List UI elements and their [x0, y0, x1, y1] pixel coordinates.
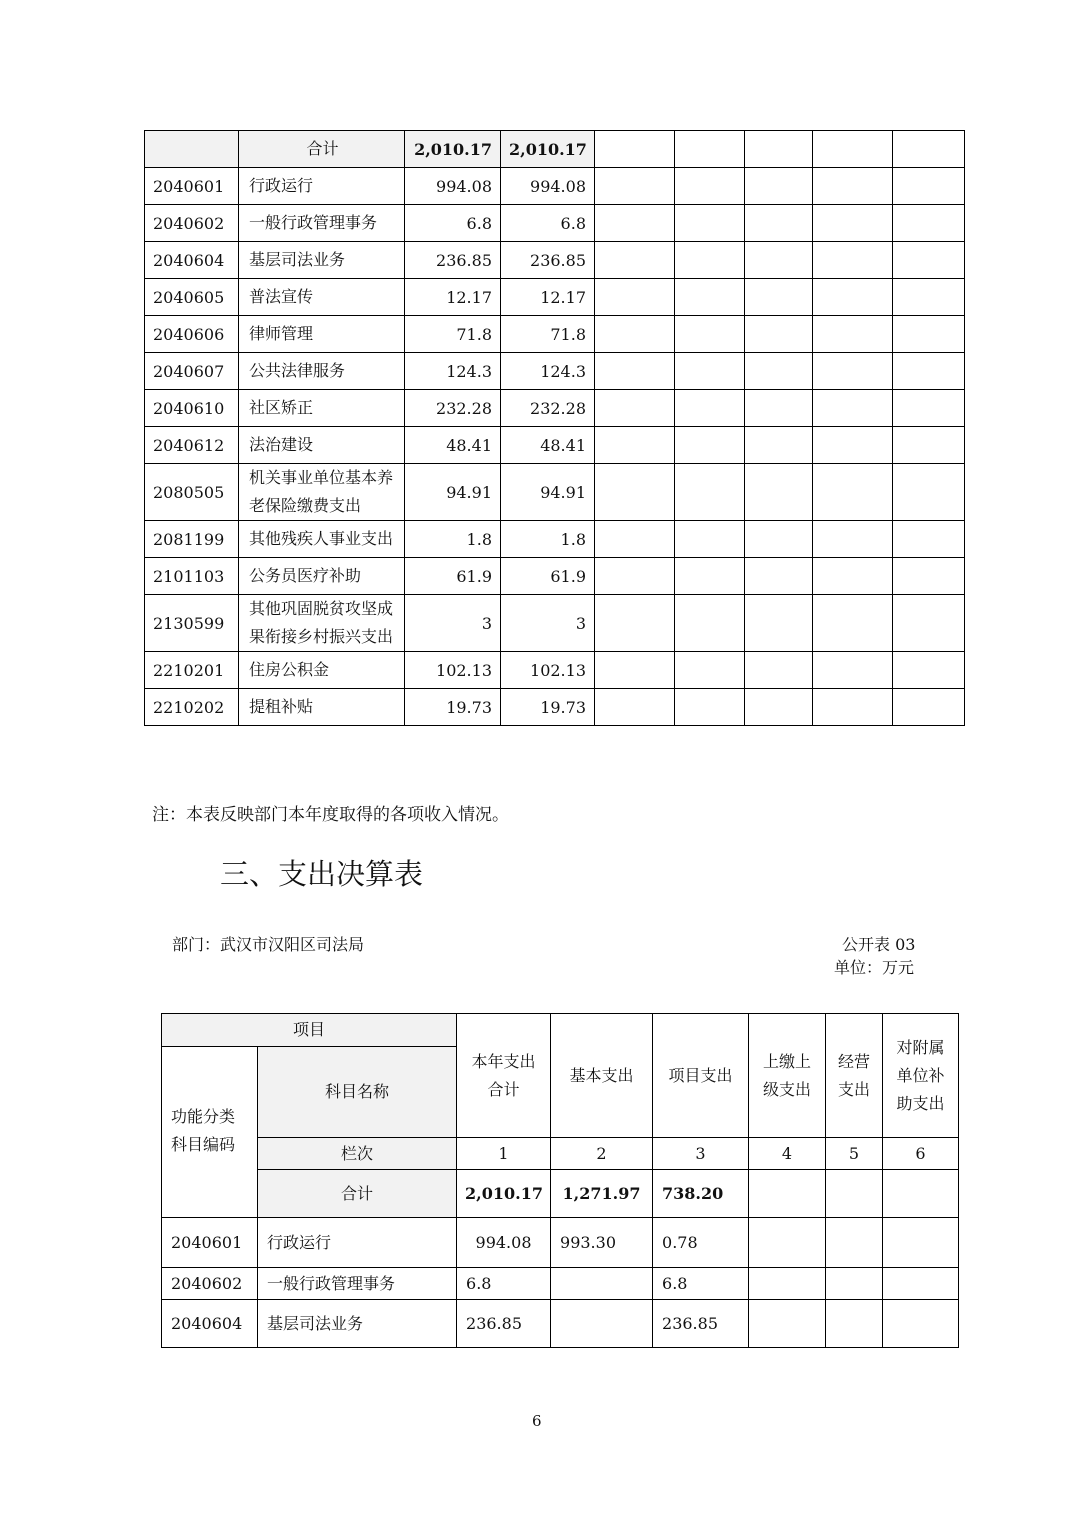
income-total-row — [145, 131, 965, 168]
empty-cell — [813, 205, 893, 242]
project-expense-cell: 6.8 — [653, 1268, 749, 1300]
empty-cell — [745, 205, 813, 242]
empty-cell — [595, 652, 675, 689]
empty-cell — [826, 1218, 883, 1268]
column-number-cell: 3 — [653, 1138, 749, 1170]
header-subject-name: 科目名称 — [258, 1047, 457, 1138]
empty-cell — [826, 1268, 883, 1300]
subject-code-cell: 2040602 — [162, 1268, 258, 1300]
subject-code-cell: 2040601 — [162, 1218, 258, 1268]
empty-cell — [813, 689, 893, 726]
empty-cell — [893, 168, 965, 205]
expense-total-row — [162, 1170, 959, 1218]
expense-total-basic: 1,271.97 — [551, 1170, 653, 1218]
table-row — [145, 353, 965, 390]
empty-cell — [893, 316, 965, 353]
total-expense-cell: 994.08 — [457, 1218, 551, 1268]
subject-name-cell: 普法宣传 — [239, 279, 405, 316]
empty-cell — [883, 1300, 959, 1348]
empty-cell — [893, 689, 965, 726]
subject-name-cell: 住房公积金 — [239, 652, 405, 689]
empty-cell — [675, 689, 745, 726]
table-number: 公开表 03 — [842, 935, 916, 954]
subject-name-cell: 行政运行 — [239, 168, 405, 205]
empty-cell — [893, 205, 965, 242]
empty-cell — [813, 595, 893, 652]
subject-code-cell: 2040612 — [145, 427, 239, 464]
empty-cell — [745, 464, 813, 521]
total-amount-cell: 124.3 — [405, 353, 501, 390]
empty-cell — [595, 689, 675, 726]
total-expense-cell: 6.8 — [457, 1268, 551, 1300]
table-row — [145, 689, 965, 726]
table-row — [145, 595, 965, 652]
subject-code-cell: 2130599 — [145, 595, 239, 652]
subject-code-cell: 2040602 — [145, 205, 239, 242]
empty-cell — [595, 558, 675, 595]
table-row — [145, 205, 965, 242]
empty-cell — [745, 558, 813, 595]
column-number-cell: 2 — [551, 1138, 653, 1170]
total-amount-cell: 12.17 — [405, 279, 501, 316]
empty-cell — [675, 242, 745, 279]
fiscal-amount-cell: 232.28 — [501, 390, 595, 427]
empty-cell — [675, 353, 745, 390]
fiscal-amount-cell: 3 — [501, 595, 595, 652]
empty-cell — [813, 521, 893, 558]
empty-cell — [893, 279, 965, 316]
table-row — [145, 316, 965, 353]
empty-cell — [745, 689, 813, 726]
empty-cell — [813, 168, 893, 205]
total-amount-cell: 61.9 — [405, 558, 501, 595]
empty-cell — [813, 390, 893, 427]
subject-name-cell: 提租补贴 — [239, 689, 405, 726]
empty-cell — [675, 279, 745, 316]
empty-cell — [675, 427, 745, 464]
subject-code-cell: 2040607 — [145, 353, 239, 390]
subject-name-cell: 公务员医疗补助 — [239, 558, 405, 595]
subject-code-cell: 2210201 — [145, 652, 239, 689]
income-table — [144, 130, 965, 726]
empty-cell — [595, 205, 675, 242]
department-label: 部门：武汉市汉阳区司法局 — [172, 935, 365, 954]
empty-cell — [813, 279, 893, 316]
fiscal-amount-cell: 61.9 — [501, 558, 595, 595]
empty-cell — [893, 558, 965, 595]
subject-code-cell: 2040604 — [162, 1300, 258, 1348]
subject-name-cell: 律师管理 — [239, 316, 405, 353]
empty-cell — [675, 316, 745, 353]
fiscal-amount-cell: 12.17 — [501, 279, 595, 316]
empty-cell — [745, 595, 813, 652]
total-amount-cell: 48.41 — [405, 427, 501, 464]
project-expense-cell: 0.78 — [653, 1218, 749, 1268]
subject-code-cell: 2040601 — [145, 168, 239, 205]
subject-code-cell: 2210202 — [145, 689, 239, 726]
empty-cell — [883, 1268, 959, 1300]
column-number-cell: 1 — [457, 1138, 551, 1170]
subject-name-cell: 基层司法业务 — [239, 242, 405, 279]
empty-cell — [745, 316, 813, 353]
empty-cell — [595, 353, 675, 390]
empty-cell — [893, 464, 965, 521]
total-amount-cell: 3 — [405, 595, 501, 652]
total-code-cell — [145, 131, 239, 168]
fiscal-amount-cell: 48.41 — [501, 427, 595, 464]
fiscal-amount-cell: 19.73 — [501, 689, 595, 726]
table-row — [145, 464, 965, 521]
empty-cell — [745, 521, 813, 558]
section-heading: 三、支出决算表 — [220, 857, 424, 891]
expense-column-index-row — [162, 1138, 959, 1170]
expense-table — [161, 1013, 959, 1348]
empty-cell — [595, 390, 675, 427]
empty-cell — [595, 279, 675, 316]
table-row — [145, 521, 965, 558]
total-amount-cell: 1.8 — [405, 521, 501, 558]
subject-name-cell: 其他巩固脱贫攻坚成果衔接乡村振兴支出 — [239, 595, 405, 652]
subject-name-cell: 行政运行 — [258, 1218, 457, 1268]
empty-cell — [893, 353, 965, 390]
header-basic-expense: 基本支出 — [551, 1014, 653, 1138]
empty-cell — [745, 353, 813, 390]
empty-cell — [745, 427, 813, 464]
subject-name-cell: 一般行政管理事务 — [239, 205, 405, 242]
expense-total-project: 738.20 — [653, 1170, 749, 1218]
total-amount-cell: 102.13 — [405, 652, 501, 689]
subject-name-cell: 法治建设 — [239, 427, 405, 464]
table-row — [145, 390, 965, 427]
empty-cell — [675, 168, 745, 205]
empty-cell — [745, 242, 813, 279]
total-amount-cell: 19.73 — [405, 689, 501, 726]
subject-code-cell: 2040604 — [145, 242, 239, 279]
empty-cell — [745, 390, 813, 427]
fiscal-amount-cell: 102.13 — [501, 652, 595, 689]
column-number-cell: 6 — [883, 1138, 959, 1170]
empty-cell — [595, 427, 675, 464]
total-amount-cell: 71.8 — [405, 316, 501, 353]
subject-name-cell: 社区矫正 — [239, 390, 405, 427]
empty-cell — [893, 652, 965, 689]
subject-code-cell: 2040606 — [145, 316, 239, 353]
empty-cell — [595, 595, 675, 652]
column-number-cell: 5 — [826, 1138, 883, 1170]
header-column-index: 栏次 — [258, 1138, 457, 1170]
empty-cell — [675, 558, 745, 595]
subject-code-cell: 2081199 — [145, 521, 239, 558]
total-name-cell: 合计 — [239, 131, 405, 168]
header-upper-remit: 上缴上级支出 — [749, 1014, 826, 1138]
header-subsidiary: 对附属单位补助支出 — [883, 1014, 959, 1138]
total-amount-cell: 94.91 — [405, 464, 501, 521]
total-amount-cell: 232.28 — [405, 390, 501, 427]
empty-cell — [813, 316, 893, 353]
header-business: 经营支出 — [826, 1014, 883, 1138]
fiscal-amount-cell: 94.91 — [501, 464, 595, 521]
total-amount-cell: 2,010.17 — [405, 131, 501, 168]
subject-code-cell: 2040610 — [145, 390, 239, 427]
subject-name-cell: 一般行政管理事务 — [258, 1268, 457, 1300]
empty-cell — [813, 558, 893, 595]
column-number-cell: 4 — [749, 1138, 826, 1170]
basic-expense-cell — [551, 1300, 653, 1348]
fiscal-amount-cell: 71.8 — [501, 316, 595, 353]
empty-cell — [675, 464, 745, 521]
page-number: 6 — [532, 1412, 542, 1430]
basic-expense-cell: 993.30 — [551, 1218, 653, 1268]
total-fiscal-cell: 2,010.17 — [501, 131, 595, 168]
table-row — [145, 168, 965, 205]
basic-expense-cell — [551, 1268, 653, 1300]
total-amount-cell: 6.8 — [405, 205, 501, 242]
empty-cell — [813, 652, 893, 689]
unit-label: 单位：万元 — [834, 958, 915, 977]
table-row — [162, 1268, 959, 1300]
subject-code-cell: 2040605 — [145, 279, 239, 316]
subject-code-cell: 2101103 — [145, 558, 239, 595]
fiscal-amount-cell: 124.3 — [501, 353, 595, 390]
fiscal-amount-cell: 236.85 — [501, 242, 595, 279]
empty-cell — [893, 427, 965, 464]
expense-header-row-1 — [162, 1014, 959, 1047]
table-row — [145, 652, 965, 689]
empty-cell — [745, 652, 813, 689]
empty-cell — [675, 521, 745, 558]
empty-cell — [595, 521, 675, 558]
empty-cell — [749, 1268, 826, 1300]
empty-cell — [595, 242, 675, 279]
empty-cell — [595, 168, 675, 205]
table-row — [145, 558, 965, 595]
header-total-expense: 本年支出合计 — [457, 1014, 551, 1138]
empty-cell — [893, 521, 965, 558]
total-amount-cell: 994.08 — [405, 168, 501, 205]
income-table-note: 注：本表反映部门本年度取得的各项收入情况。 — [152, 805, 509, 825]
table-row — [145, 427, 965, 464]
subject-code-cell: 2080505 — [145, 464, 239, 521]
expense-total-name: 合计 — [258, 1170, 457, 1218]
subject-name-cell: 其他残疾人事业支出 — [239, 521, 405, 558]
empty-cell — [813, 427, 893, 464]
empty-cell — [595, 316, 675, 353]
empty-cell — [893, 242, 965, 279]
table-row — [145, 279, 965, 316]
total-expense-cell: 236.85 — [457, 1300, 551, 1348]
empty-cell — [745, 279, 813, 316]
total-amount-cell: 236.85 — [405, 242, 501, 279]
table-row — [162, 1218, 959, 1268]
empty-cell — [813, 464, 893, 521]
empty-cell — [749, 1218, 826, 1268]
header-project-expense: 项目支出 — [653, 1014, 749, 1138]
fiscal-amount-cell: 994.08 — [501, 168, 595, 205]
empty-cell — [893, 390, 965, 427]
empty-cell — [826, 1300, 883, 1348]
subject-name-cell: 基层司法业务 — [258, 1300, 457, 1348]
empty-cell — [595, 464, 675, 521]
empty-cell — [745, 168, 813, 205]
project-expense-cell: 236.85 — [653, 1300, 749, 1348]
empty-cell — [813, 242, 893, 279]
empty-cell — [893, 595, 965, 652]
empty-cell — [675, 652, 745, 689]
empty-cell — [813, 353, 893, 390]
empty-cell — [749, 1300, 826, 1348]
table-row — [162, 1300, 959, 1348]
expense-total-amount: 2,010.17 — [457, 1170, 551, 1218]
empty-cell — [675, 205, 745, 242]
header-subject-code: 功能分类科目编码 — [162, 1047, 258, 1218]
fiscal-amount-cell: 6.8 — [501, 205, 595, 242]
header-project: 项目 — [162, 1014, 457, 1047]
empty-cell — [675, 390, 745, 427]
fiscal-amount-cell: 1.8 — [501, 521, 595, 558]
table-row — [145, 242, 965, 279]
empty-cell — [883, 1218, 959, 1268]
subject-name-cell: 机关事业单位基本养老保险缴费支出 — [239, 464, 405, 521]
empty-cell — [675, 595, 745, 652]
subject-name-cell: 公共法律服务 — [239, 353, 405, 390]
